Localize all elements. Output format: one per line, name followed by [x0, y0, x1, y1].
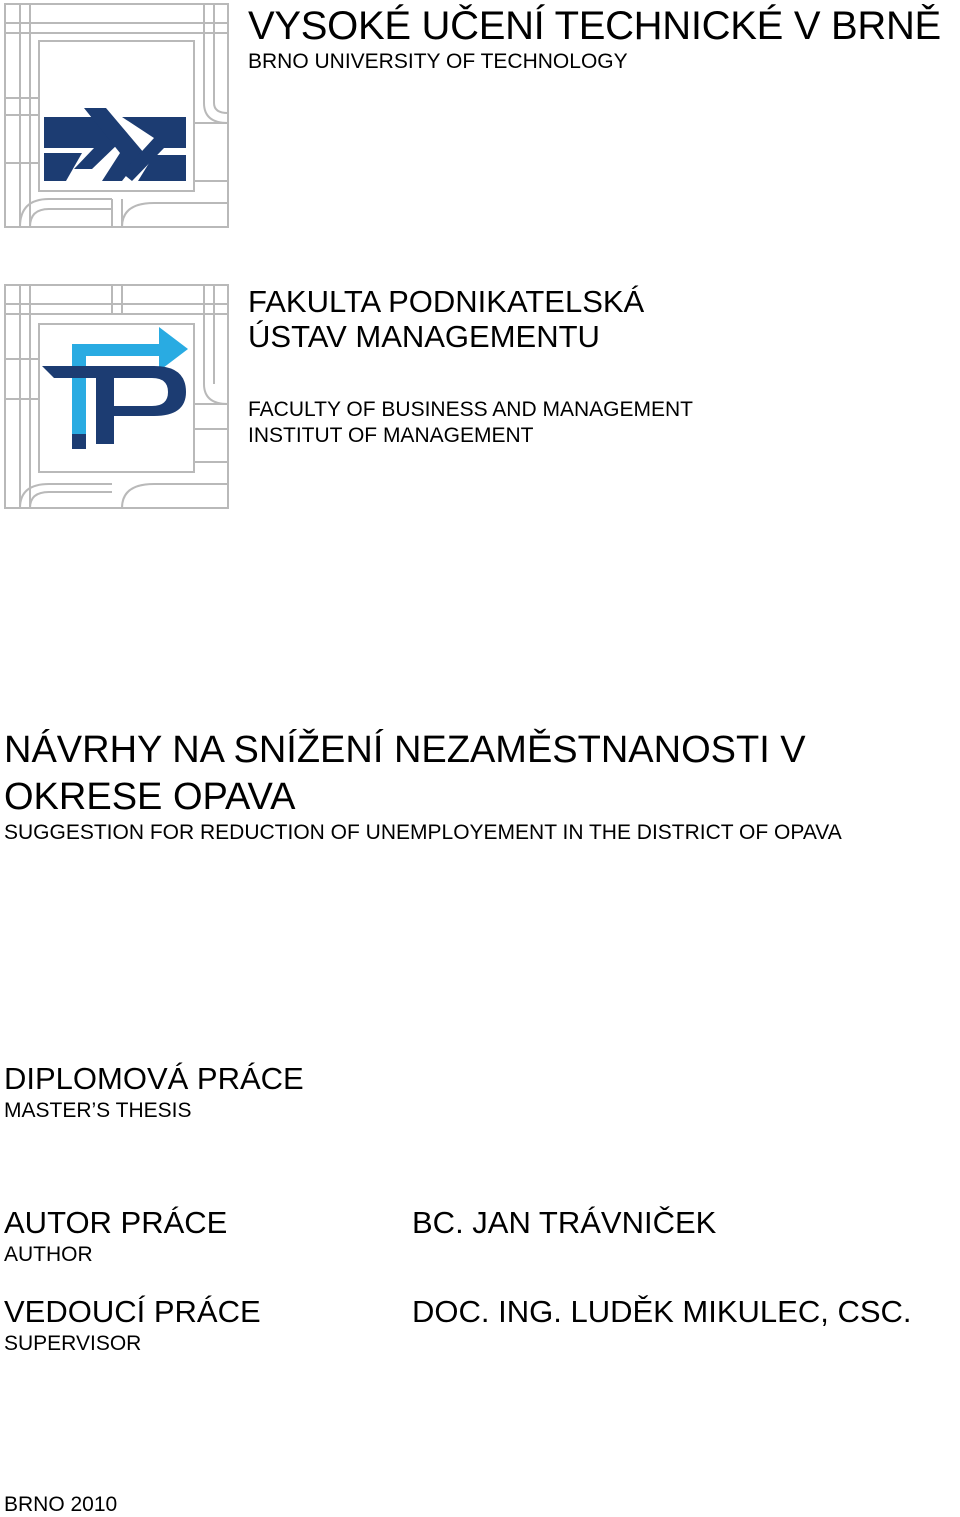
author-label-cz: AUTOR PRÁCE — [4, 1205, 228, 1240]
faculty-name-en: FACULTY OF BUSINESS AND MANAGEMENT — [248, 398, 693, 421]
supervisor-name: DOC. ING. LUDĚK MIKULEC, CSC. — [412, 1294, 912, 1329]
supervisor-label-cz: VEDOUCÍ PRÁCE — [4, 1294, 261, 1329]
thesis-type-en: MASTER’S THESIS — [4, 1099, 192, 1122]
faculty-logo — [4, 284, 229, 509]
university-name-cz: VYSOKÉ UČENÍ TECHNICKÉ V BRNĚ — [248, 4, 941, 48]
thesis-type-cz: DIPLOMOVÁ PRÁCE — [4, 1061, 304, 1096]
institute-name-en: INSTITUT OF MANAGEMENT — [248, 424, 534, 447]
university-logo — [4, 3, 229, 228]
faculty-name-cz: FAKULTA PODNIKATELSKÁ — [248, 284, 645, 319]
supervisor-label-en: SUPERVISOR — [4, 1332, 142, 1355]
author-label-en: AUTHOR — [4, 1243, 93, 1266]
footer-place-year: BRNO 2010 — [4, 1493, 118, 1516]
thesis-title-en: SUGGESTION FOR REDUCTION OF UNEMPLOYEMENT IN THE DISTRICT OF OPAVA — [4, 821, 842, 844]
university-name-en: BRNO UNIVERSITY OF TECHNOLOGY — [248, 50, 628, 73]
institute-name-cz: ÚSTAV MANAGEMENTU — [248, 319, 600, 354]
author-name: BC. JAN TRÁVNIČEK — [412, 1205, 717, 1240]
thesis-title-cz: NÁVRHY NA SNÍŽENÍ NEZAMĚSTNANOSTI V OKRESE OPAVA — [4, 729, 806, 818]
